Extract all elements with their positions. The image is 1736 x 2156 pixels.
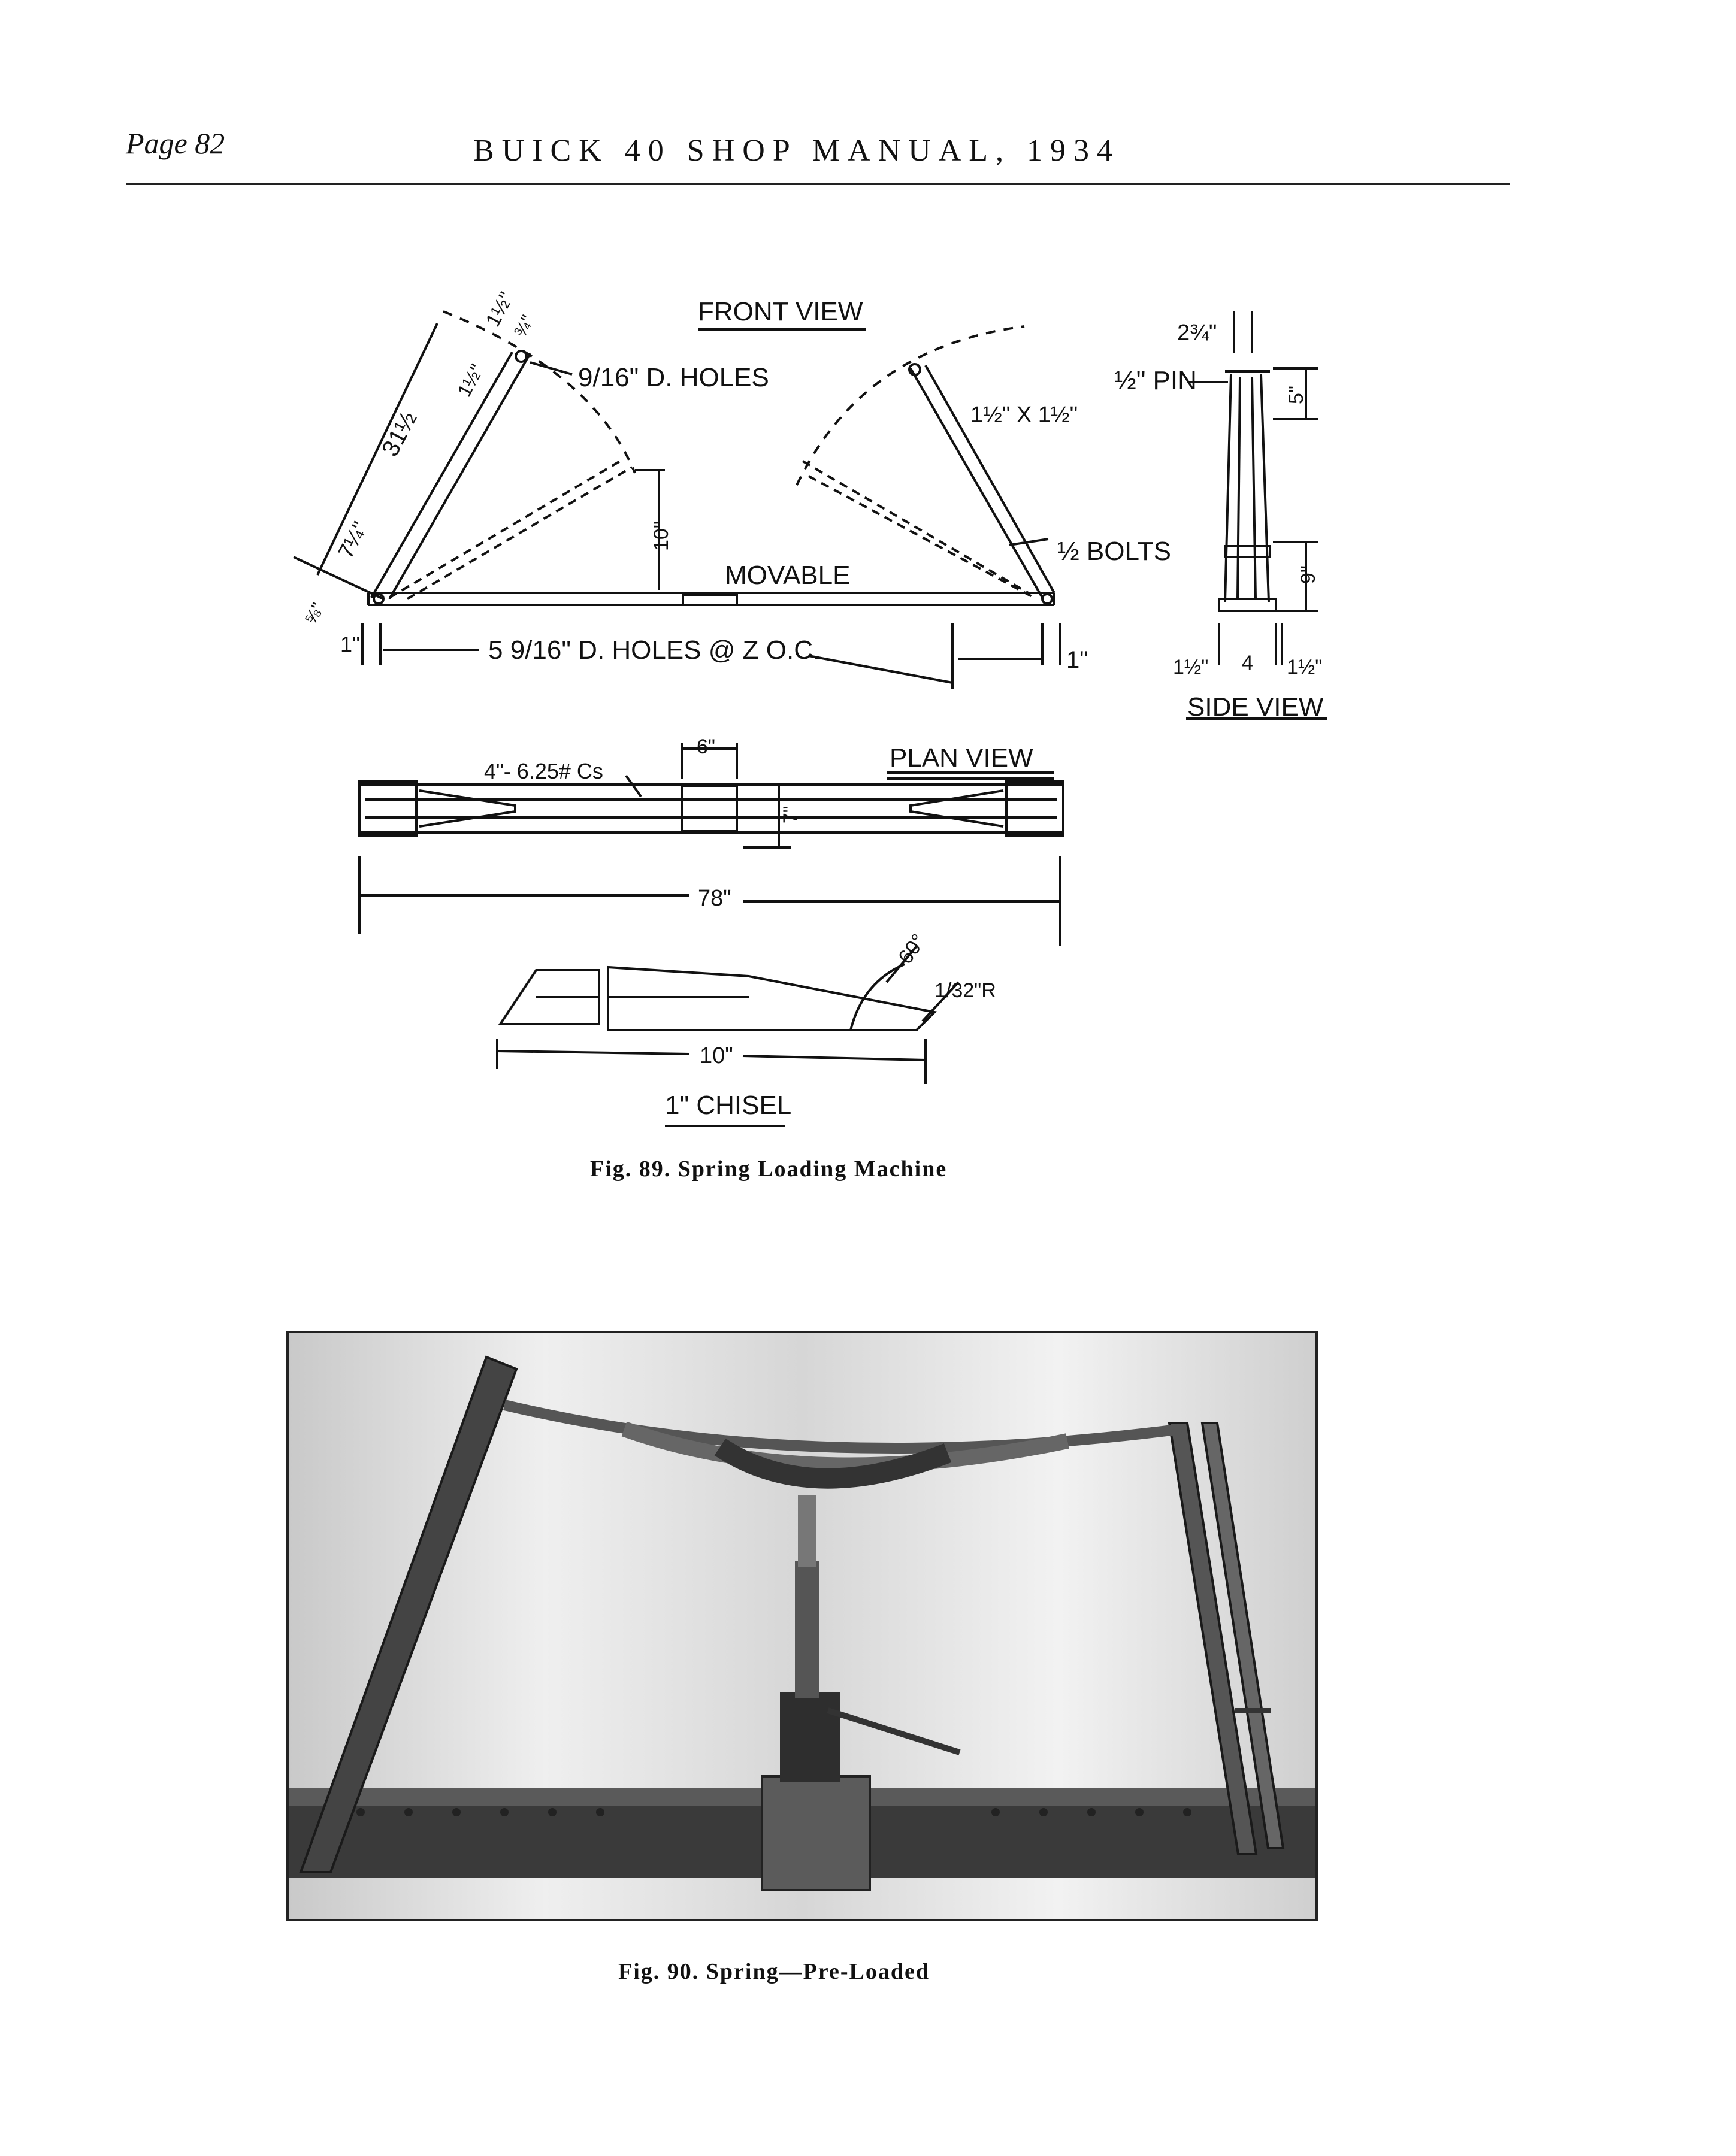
pin-label: ½" PIN (1114, 366, 1197, 395)
bolts-label: ½ BOLTS (1057, 537, 1171, 566)
dim-31-half: 31½ (377, 407, 422, 461)
plan-view-title: PLAN VIEW (890, 743, 1033, 773)
chisel-title: 1" CHISEL (665, 1091, 792, 1120)
page-number: Page 82 (126, 126, 225, 160)
dim-1-half-b: 1½" (453, 361, 488, 401)
dim-1-left: 1" (340, 632, 360, 656)
chisel-angle: 60° (894, 929, 930, 968)
side-dim-1-half-left: 1½" (1173, 656, 1209, 679)
fig90-photo-illustration (289, 1333, 1318, 1921)
side-view-title: SIDE VIEW (1187, 692, 1324, 722)
front-view-title: FRONT VIEW (698, 297, 863, 326)
chisel-radius: 1/32"R (934, 979, 996, 1002)
plan-dim-7: 7" (779, 806, 801, 823)
dim-3-4: ¾" (510, 312, 538, 341)
front-holes-label: 9/16" D. HOLES (578, 363, 769, 392)
side-dim-1-half-right: 1½" (1287, 656, 1323, 679)
channel-label: 4"- 6.25# Cs (484, 759, 603, 783)
chisel-dim-10: 10" (700, 1043, 733, 1068)
plan-dim-6: 6" (697, 735, 715, 758)
running-head: BUICK 40 SHOP MANUAL, 1934 (473, 134, 1121, 168)
movable-label: MOVABLE (725, 561, 851, 590)
plan-dim-78: 78" (698, 886, 731, 911)
side-dim-9: 9" (1297, 565, 1320, 584)
side-dim-5: 5" (1285, 386, 1308, 404)
fig90-caption: Fig. 90. Spring—Pre-Loaded (618, 1959, 930, 1984)
dim-1-right: 1" (1066, 647, 1088, 673)
fig90-photo (286, 1331, 1318, 1921)
dim-10-front: 10" (650, 521, 673, 551)
bar-size-label: 1½" X 1½" (970, 402, 1078, 428)
side-dim-4: 4 (1242, 652, 1253, 674)
holes-spacing-label: 5 9/16" D. HOLES @ Z O.C. (488, 635, 821, 665)
side-dim-2-3-4: 2¾" (1177, 320, 1217, 346)
dim-5-8: ⅝" (301, 599, 328, 628)
dim-7-quarter: 7¼" (332, 517, 373, 562)
fig89-caption: Fig. 89. Spring Loading Machine (590, 1156, 948, 1182)
dim-1-half: 1½" (481, 288, 518, 331)
